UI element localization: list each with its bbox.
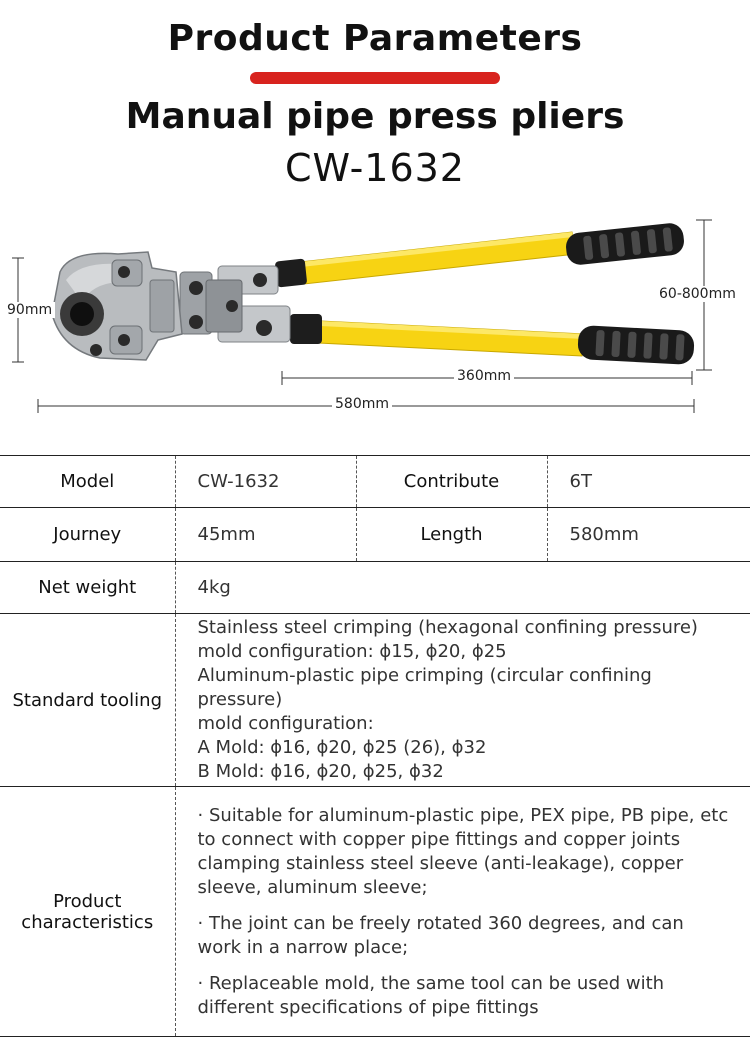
spec-row-tooling bbox=[0, 614, 750, 787]
tooling-line: Aluminum-plastic pipe crimping (circular confining pressure) bbox=[197, 665, 652, 710]
spec-key-tooling: Standard tooling bbox=[0, 614, 175, 787]
lower-handle bbox=[290, 314, 584, 356]
spec-key-weight: Net weight bbox=[0, 562, 175, 614]
spec-table bbox=[0, 455, 750, 1037]
tooling-line: Stainless steel crimping (hexagonal confining pressure) bbox=[197, 617, 698, 638]
characteristic-line: work in a narrow place; bbox=[197, 936, 409, 958]
spec-value-model: CW-1632 bbox=[175, 456, 356, 508]
spec-value-characteristics bbox=[175, 787, 750, 1037]
characteristics-key-line: characteristics bbox=[21, 911, 154, 933]
crimp-head bbox=[52, 252, 182, 360]
upper-handle bbox=[275, 232, 576, 287]
spec-value-length: 580mm bbox=[547, 508, 750, 562]
spec-value-weight: 4kg bbox=[175, 562, 750, 614]
tooling-line: A Mold: ϕ16, ϕ20, ϕ25 (26), ϕ32 bbox=[197, 737, 487, 758]
product-model-code: CW-1632 bbox=[285, 146, 465, 190]
characteristic-line: clamping stainless steel sleeve (anti-leakage), copper bbox=[197, 852, 684, 874]
spec-key-characteristics bbox=[0, 787, 175, 1037]
spec-row-journey bbox=[0, 508, 750, 562]
product-name: Manual pipe press pliers bbox=[125, 96, 625, 137]
linkage-assembly bbox=[180, 266, 290, 342]
spec-row-characteristics bbox=[0, 787, 750, 1037]
characteristic-line: sleeve, aluminum sleeve; bbox=[197, 876, 428, 898]
spec-key-contribute: Contribute bbox=[356, 456, 547, 508]
page-title: Product Parameters bbox=[167, 18, 583, 59]
characteristic-line: · The joint can be freely rotated 360 degrees, and can bbox=[197, 912, 684, 934]
tooling-line: B Mold: ϕ16, ϕ20, ϕ25, ϕ32 bbox=[197, 761, 444, 782]
spec-row-model bbox=[0, 456, 750, 508]
spec-value-tooling bbox=[175, 614, 750, 787]
spec-value-contribute: 6T bbox=[547, 456, 750, 508]
characteristics-key-line: Product bbox=[53, 890, 122, 912]
characteristic-line: to connect with copper pipe fittings and copper joints bbox=[197, 828, 681, 850]
tooling-line: mold configuration: ϕ15, ϕ20, ϕ25 bbox=[197, 641, 507, 662]
height-dimension-label: 90mm bbox=[4, 302, 55, 318]
characteristic-paragraph bbox=[198, 804, 743, 900]
handle-dimension-label: 360mm bbox=[454, 368, 514, 384]
spec-row-weight bbox=[0, 562, 750, 614]
lower-grip bbox=[577, 325, 695, 365]
overall-dimension-label: 580mm bbox=[332, 396, 392, 412]
characteristic-paragraph bbox=[198, 972, 743, 1020]
upper-grip bbox=[565, 222, 686, 266]
characteristic-line: · Suitable for aluminum-plastic pipe, PEX pipe, PB pipe, etc bbox=[197, 804, 729, 826]
characteristic-paragraph bbox=[198, 912, 743, 960]
spec-key-length: Length bbox=[356, 508, 547, 562]
spec-value-journey: 45mm bbox=[175, 508, 356, 562]
tooling-line: mold configuration: bbox=[197, 713, 374, 734]
characteristic-line: different specifications of pipe fittings bbox=[197, 996, 539, 1018]
spec-key-journey: Journey bbox=[0, 508, 175, 562]
title-underline bbox=[250, 72, 500, 84]
characteristic-line: · Replaceable mold, the same tool can be used with bbox=[197, 972, 665, 994]
product-diagram bbox=[0, 210, 750, 440]
opening-dimension-label: 60-800mm bbox=[656, 286, 739, 302]
spec-key-model: Model bbox=[0, 456, 175, 508]
